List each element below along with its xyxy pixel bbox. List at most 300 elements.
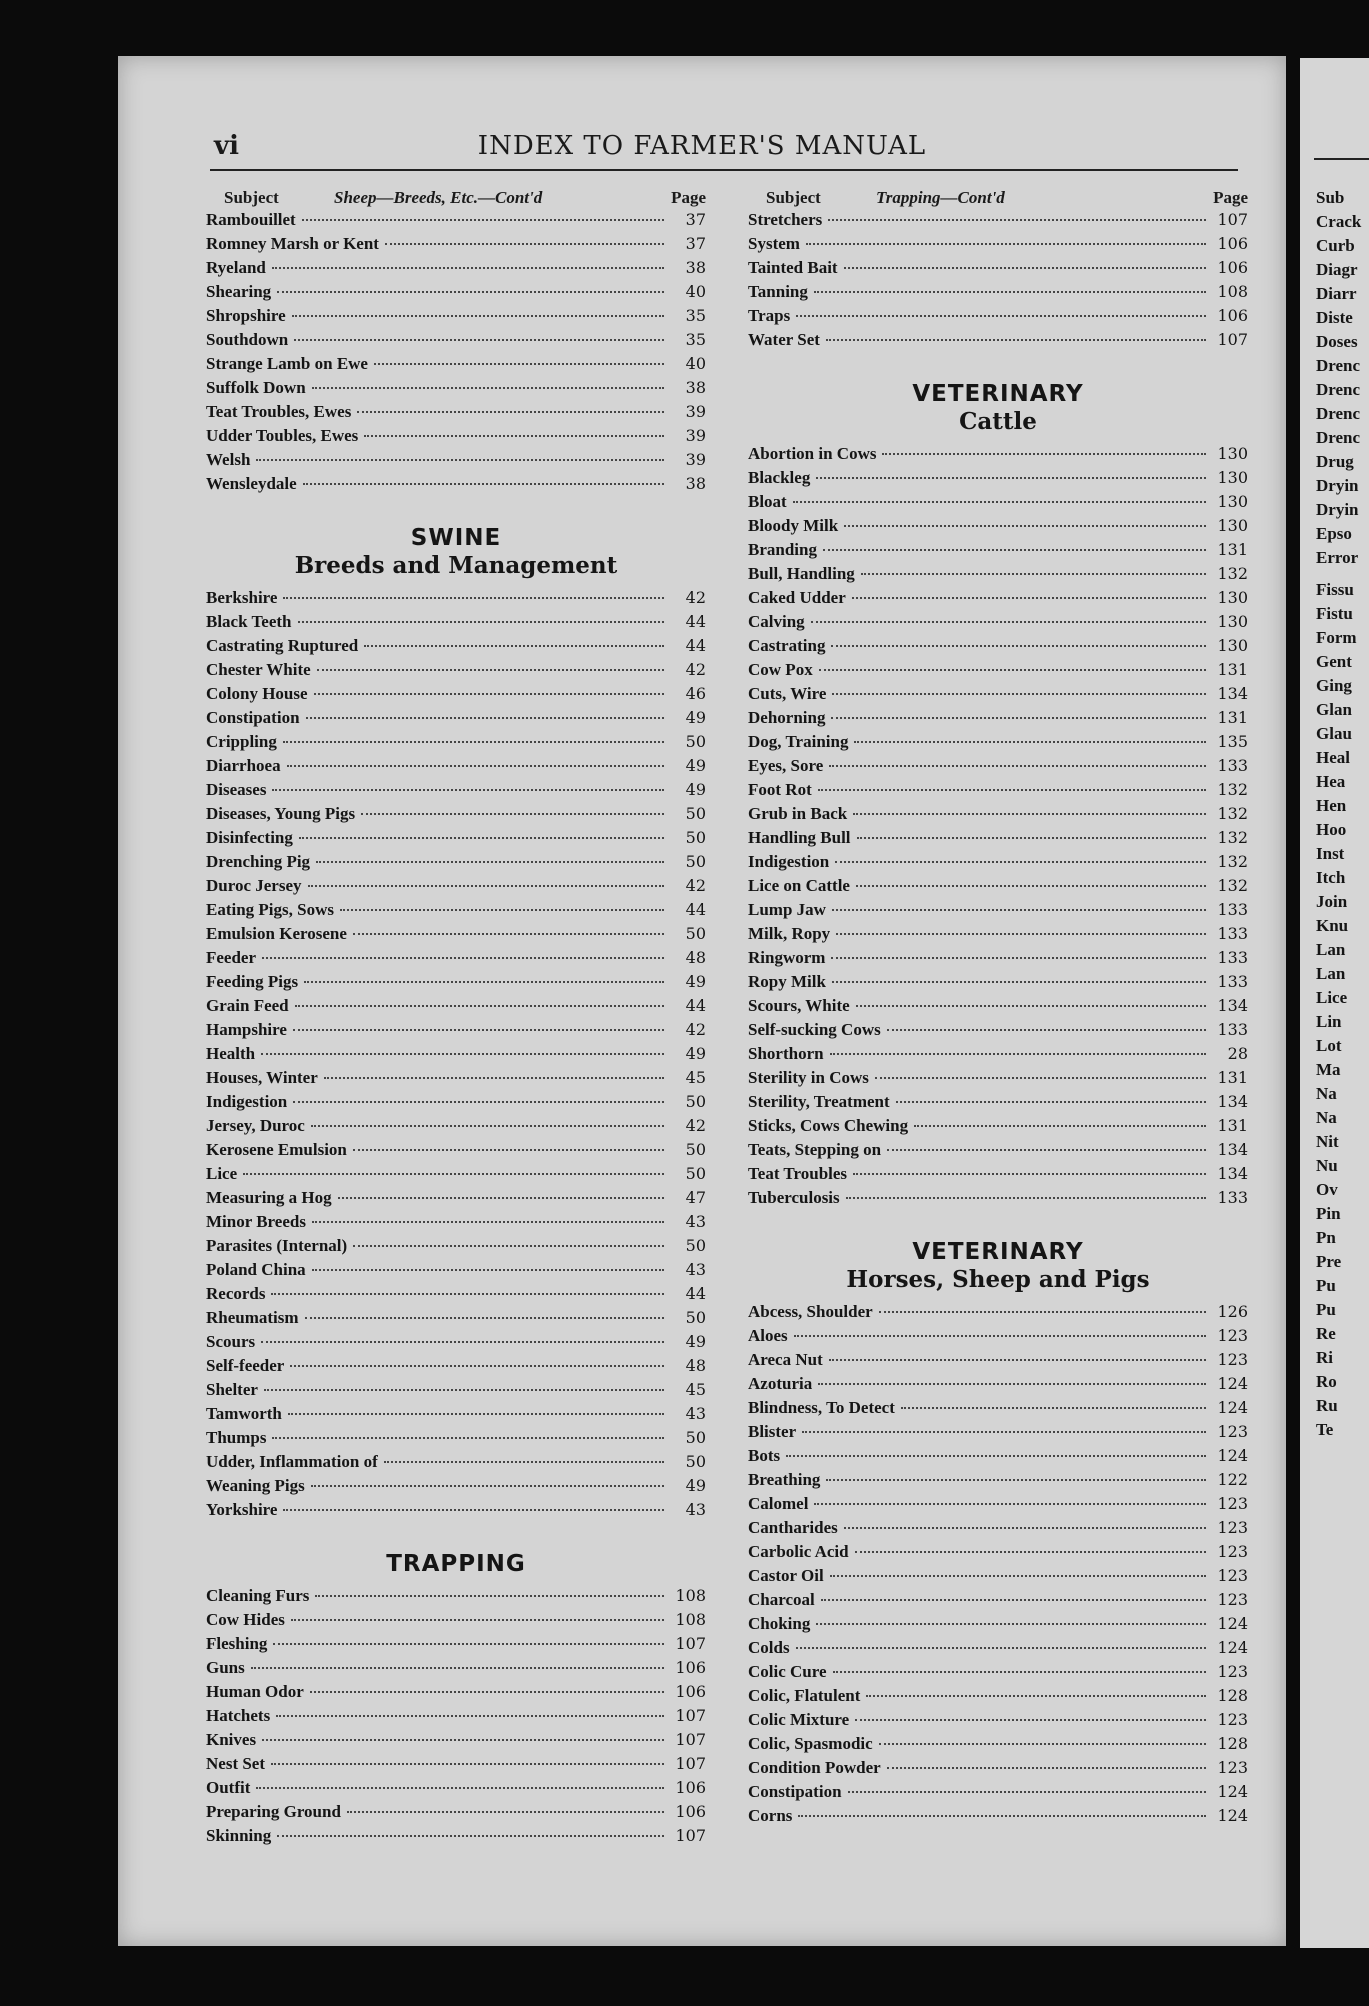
section-subheading-breeds: Breeds and Management	[294, 552, 618, 579]
cropped-entry-fragment: Error	[1316, 548, 1359, 567]
index-entry	[206, 972, 706, 996]
index-entry	[206, 354, 706, 378]
entry-term: Romney Marsh or Kent	[206, 234, 379, 253]
dot-leader	[914, 1125, 1206, 1127]
entry-term: Shropshire	[206, 306, 286, 325]
dot-leader	[312, 1221, 664, 1223]
entry-term: Ryeland	[206, 258, 266, 277]
entry-term: Diseases, Young Pigs	[206, 804, 356, 823]
entry-term: Teat Troubles	[748, 1164, 848, 1183]
entry-term: Guns	[206, 1658, 245, 1677]
entry-term: Areca Nut	[748, 1350, 823, 1369]
entry-page-number: 39	[685, 450, 706, 469]
entry-page-number: 132	[1217, 876, 1248, 895]
entry-term: Condition Powder	[748, 1758, 881, 1777]
entry-term: Scours	[206, 1332, 256, 1351]
section-heading-veterinary-horses: VETERINARY	[912, 1239, 1084, 1265]
continued-section-label: Sheep—Breeds, Etc.—Cont'd	[334, 188, 543, 207]
index-entry	[206, 1236, 706, 1260]
dot-leader	[844, 267, 1206, 269]
entry-page-number: 35	[685, 330, 706, 349]
cropped-entry-fragment: Itch	[1316, 868, 1346, 887]
index-entry	[748, 258, 1248, 282]
index-entry	[206, 1380, 706, 1404]
index-entry	[206, 258, 706, 282]
entry-term: Records	[206, 1284, 266, 1303]
entry-page-number: 107	[675, 1706, 706, 1725]
index-entry	[748, 852, 1248, 876]
section-subheading-cattle: Cattle	[959, 408, 1037, 435]
dot-leader	[261, 1053, 664, 1055]
dot-leader	[835, 861, 1206, 863]
continued-section-label: Trapping—Cont'd	[876, 188, 1005, 207]
entry-page-number: 123	[1217, 1326, 1248, 1345]
entry-page-number: 132	[1217, 804, 1248, 823]
dot-leader	[385, 243, 664, 245]
entry-page-number: 49	[685, 1044, 706, 1063]
dot-leader	[814, 1503, 1206, 1505]
entry-page-number: 131	[1217, 1068, 1248, 1087]
dot-leader	[277, 1835, 664, 1837]
entry-term: Blister	[748, 1422, 797, 1441]
entry-page-number: 38	[685, 474, 706, 493]
cropped-entry-fragment: Pu	[1316, 1276, 1336, 1295]
dot-leader	[856, 1005, 1206, 1007]
entry-term: Crippling	[206, 732, 277, 751]
dot-leader	[831, 717, 1206, 719]
entry-page-number: 50	[685, 1452, 706, 1471]
cropped-entry-fragment: Glau	[1316, 724, 1352, 743]
dot-leader	[833, 1671, 1206, 1673]
index-entry	[748, 756, 1248, 780]
entry-term: Abcess, Shoulder	[748, 1302, 873, 1321]
cropped-entry-fragment: Drenc	[1316, 428, 1361, 447]
dot-leader	[312, 387, 664, 389]
dot-leader	[317, 669, 664, 671]
entry-page-number: 40	[685, 282, 706, 301]
dot-leader	[882, 453, 1206, 455]
entry-term: Colic, Flatulent	[748, 1686, 861, 1705]
dot-leader	[277, 291, 664, 293]
cropped-entry-fragment: Doses	[1316, 332, 1358, 351]
entry-term: Choking	[748, 1614, 811, 1633]
section-heading-swine: SWINE	[410, 525, 502, 551]
entry-term: Cantharides	[748, 1518, 838, 1537]
entry-page-number: 123	[1217, 1494, 1248, 1513]
entry-page-number: 50	[685, 1164, 706, 1183]
dot-leader	[875, 1077, 1206, 1079]
entry-term: Udder, Inflammation of	[206, 1452, 378, 1471]
entry-page-number: 106	[675, 1802, 706, 1821]
index-entry	[748, 900, 1248, 924]
cropped-entry-fragment: Drenc	[1316, 356, 1361, 375]
index-entry	[206, 1308, 706, 1332]
entry-term: Duroc Jersey	[206, 876, 302, 895]
dot-leader	[832, 909, 1206, 911]
entry-term: Lice	[206, 1164, 238, 1183]
entry-term: Ropy Milk	[748, 972, 826, 991]
index-entry	[748, 996, 1248, 1020]
index-entry	[206, 780, 706, 804]
dot-leader	[855, 1719, 1206, 1721]
entry-page-number: 108	[675, 1586, 706, 1605]
dot-leader	[316, 861, 664, 863]
cropped-entry-fragment: Hen	[1316, 796, 1347, 815]
entry-page-number: 49	[685, 1332, 706, 1351]
index-entry	[748, 1662, 1248, 1686]
dot-leader	[826, 1479, 1206, 1481]
swine-entry-list	[206, 588, 706, 1524]
entry-page-number: 107	[675, 1754, 706, 1773]
entry-term: Sticks, Cows Chewing	[748, 1116, 909, 1135]
dot-leader	[256, 459, 664, 461]
entry-term: Milk, Ropy	[748, 924, 831, 943]
entry-term: Grub in Back	[748, 804, 848, 823]
entry-term: Tainted Bait	[748, 258, 838, 277]
cropped-entry-fragment: Lan	[1316, 964, 1346, 983]
fragment-list	[1316, 188, 1361, 1444]
entry-page-number: 35	[685, 306, 706, 325]
dot-leader	[353, 1149, 664, 1151]
cropped-entry-fragment: Dryin	[1316, 500, 1359, 519]
cropped-entry-fragment: Lin	[1316, 1012, 1342, 1031]
entry-term: Abortion in Cows	[748, 444, 877, 463]
entry-page-number: 133	[1217, 924, 1248, 943]
index-entry	[206, 588, 706, 612]
dot-leader	[315, 1595, 664, 1597]
entry-page-number: 44	[685, 612, 706, 631]
index-entry	[748, 732, 1248, 756]
index-entry	[748, 1374, 1248, 1398]
dot-leader	[303, 483, 664, 485]
entry-page-number: 108	[1217, 282, 1248, 301]
entry-term: Black Teeth	[206, 612, 292, 631]
index-entry	[748, 444, 1248, 468]
dot-leader	[308, 885, 664, 887]
dot-leader	[793, 501, 1206, 503]
section-subheading-horses-sheep-pigs: Horses, Sheep and Pigs	[846, 1266, 1150, 1293]
dot-leader	[251, 1667, 664, 1669]
index-entry	[206, 1658, 706, 1682]
entry-term: Diarrhoea	[206, 756, 281, 775]
cropped-entry-fragment: Pin	[1316, 1204, 1341, 1223]
entry-page-number: 49	[685, 1476, 706, 1495]
dot-leader	[806, 243, 1206, 245]
index-entry	[748, 1566, 1248, 1590]
entry-page-number: 106	[1217, 234, 1248, 253]
entry-page-number: 45	[685, 1380, 706, 1399]
entry-term: Castor Oil	[748, 1566, 824, 1585]
index-entry	[748, 1350, 1248, 1374]
index-entry	[748, 1614, 1248, 1638]
index-entry	[206, 234, 706, 258]
dot-leader	[364, 435, 664, 437]
index-entry	[206, 1500, 706, 1524]
entry-term: Grain Feed	[206, 996, 289, 1015]
entry-term: Calomel	[748, 1494, 809, 1513]
entry-term: Aloes	[748, 1326, 788, 1345]
dot-leader	[353, 1245, 664, 1247]
index-entry	[206, 474, 706, 498]
index-entry	[748, 948, 1248, 972]
entry-term: Rheumatism	[206, 1308, 299, 1327]
index-entry	[748, 540, 1248, 564]
dot-leader	[887, 1149, 1206, 1151]
dot-leader	[294, 339, 664, 341]
index-entry	[206, 636, 706, 660]
dot-leader	[283, 1509, 664, 1511]
index-entry	[748, 876, 1248, 900]
index-entry	[206, 900, 706, 924]
cropped-entry-fragment: Gent	[1316, 652, 1352, 671]
index-entry	[748, 612, 1248, 636]
entry-term: Colds	[748, 1638, 790, 1657]
entry-term: Scours, White	[748, 996, 850, 1015]
cropped-entry-fragment: Sub	[1316, 188, 1345, 207]
dot-leader	[283, 597, 664, 599]
index-entry	[206, 426, 706, 450]
entry-term: Dog, Training	[748, 732, 849, 751]
dot-leader	[264, 1389, 664, 1391]
entry-page-number: 46	[685, 684, 706, 703]
entry-term: Human Odor	[206, 1682, 304, 1701]
entry-term: Strange Lamb on Ewe	[206, 354, 368, 373]
entry-term: Water Set	[748, 330, 820, 349]
dot-leader	[243, 1173, 664, 1175]
index-entry	[748, 1518, 1248, 1542]
index-entry	[748, 780, 1248, 804]
dot-leader	[831, 645, 1206, 647]
entry-term: Sterility, Treatment	[748, 1092, 890, 1111]
dot-leader	[292, 315, 664, 317]
entry-page-number: 123	[1217, 1542, 1248, 1561]
entry-term: Tamworth	[206, 1404, 282, 1423]
cropped-entry-fragment: Heal	[1316, 748, 1350, 767]
index-entry	[206, 1802, 706, 1826]
entry-page-number: 134	[1217, 1164, 1248, 1183]
entry-page-number: 49	[685, 972, 706, 991]
entry-term: Carbolic Acid	[748, 1542, 849, 1561]
dot-leader	[854, 741, 1206, 743]
entry-page-number: 45	[685, 1068, 706, 1087]
index-entry	[748, 708, 1248, 732]
trapping-entry-list	[206, 1586, 706, 1850]
entry-term: Breathing	[748, 1470, 821, 1489]
index-entry	[748, 1068, 1248, 1092]
cropped-entry-fragment: Ru	[1316, 1396, 1338, 1415]
dot-leader	[256, 1787, 664, 1789]
index-entry	[748, 1758, 1248, 1782]
index-entry	[206, 684, 706, 708]
entry-term: Disinfecting	[206, 828, 293, 847]
entry-term: Welsh	[206, 450, 251, 469]
entry-page-number: 50	[685, 732, 706, 751]
cropped-entry-fragment: Ov	[1316, 1180, 1338, 1199]
index-entry	[206, 1428, 706, 1452]
index-entry	[748, 804, 1248, 828]
index-entry	[748, 282, 1248, 306]
dot-leader	[305, 1317, 664, 1319]
index-entry	[748, 1398, 1248, 1422]
entry-page-number: 123	[1217, 1518, 1248, 1537]
entry-term: Shelter	[206, 1380, 258, 1399]
dot-leader	[324, 1077, 664, 1079]
cropped-entry-fragment: Lan	[1316, 940, 1346, 959]
dot-leader	[819, 669, 1206, 671]
entry-term: Udder Toubles, Ewes	[206, 426, 359, 445]
dot-leader	[796, 1647, 1206, 1649]
index-entry	[748, 1734, 1248, 1758]
dot-leader	[857, 837, 1206, 839]
index-entry	[748, 1806, 1248, 1830]
entry-page-number: 42	[685, 876, 706, 895]
entry-term: Rambouillet	[206, 210, 296, 229]
dot-leader	[261, 1341, 664, 1343]
entry-page-number: 133	[1217, 756, 1248, 775]
dot-leader	[314, 693, 664, 695]
entry-term: Cuts, Wire	[748, 684, 827, 703]
entry-page-number: 28	[1227, 1044, 1248, 1063]
dot-leader	[887, 1029, 1206, 1031]
entry-page-number: 126	[1217, 1302, 1248, 1321]
entry-page-number: 106	[675, 1778, 706, 1797]
entry-page-number: 37	[685, 234, 706, 253]
index-entry	[206, 450, 706, 474]
dot-leader	[302, 219, 664, 221]
entry-page-number: 50	[685, 804, 706, 823]
entry-page-number: 50	[685, 1140, 706, 1159]
entry-page-number: 47	[685, 1188, 706, 1207]
index-entry	[206, 1140, 706, 1164]
entry-page-number: 44	[685, 900, 706, 919]
dot-leader	[361, 813, 664, 815]
entry-term: Jersey, Duroc	[206, 1116, 305, 1135]
entry-page-number: 37	[685, 210, 706, 229]
entry-page-number: 133	[1217, 1020, 1248, 1039]
dot-leader	[831, 957, 1206, 959]
index-entry	[748, 684, 1248, 708]
cropped-entry-fragment: Hoo	[1316, 820, 1347, 839]
subject-label: Subject	[224, 188, 279, 207]
entry-term: Hatchets	[206, 1706, 271, 1725]
index-entry	[206, 282, 706, 306]
index-entry	[206, 1634, 706, 1658]
subject-label: Subject	[766, 188, 821, 207]
entry-term: Self-sucking Cows	[748, 1020, 881, 1039]
entry-page-number: 132	[1217, 780, 1248, 799]
dot-leader	[811, 621, 1206, 623]
cropped-entry-fragment: Drug	[1316, 452, 1354, 471]
entry-term: Eyes, Sore	[748, 756, 824, 775]
cropped-entry-fragment: Ma	[1316, 1060, 1341, 1079]
entry-page-number: 49	[685, 780, 706, 799]
entry-term: Knives	[206, 1730, 257, 1749]
entry-term: Ringworm	[748, 948, 826, 967]
entry-page-number: 131	[1217, 708, 1248, 727]
index-entry	[206, 660, 706, 684]
entry-term: Stretchers	[748, 210, 823, 229]
dot-leader	[338, 1197, 664, 1199]
dot-leader	[830, 1053, 1206, 1055]
entry-page-number: 44	[685, 1284, 706, 1303]
index-entry	[748, 1686, 1248, 1710]
entry-page-number: 107	[1217, 330, 1248, 349]
cropped-entry-fragment: Pu	[1316, 1300, 1336, 1319]
dot-leader	[273, 1643, 664, 1645]
entry-term: Chester White	[206, 660, 311, 679]
entry-term: Sterility in Cows	[748, 1068, 869, 1087]
index-entry	[206, 924, 706, 948]
entry-page-number: 130	[1217, 468, 1248, 487]
index-entry	[206, 402, 706, 426]
entry-page-number: 38	[685, 258, 706, 277]
dot-leader	[353, 933, 664, 935]
entry-term: Cleaning Furs	[206, 1586, 310, 1605]
index-entry	[206, 1188, 706, 1212]
entry-term: Colic Cure	[748, 1662, 827, 1681]
entry-term: Lice on Cattle	[748, 876, 850, 895]
cropped-entry-fragment: Curb	[1316, 236, 1355, 255]
index-entry	[206, 732, 706, 756]
index-entry	[748, 1188, 1248, 1212]
dot-leader	[304, 981, 664, 983]
entry-page-number: 124	[1217, 1614, 1248, 1633]
index-entry	[206, 1212, 706, 1236]
entry-term: Feeder	[206, 948, 257, 967]
cropped-entry-fragment: Diste	[1316, 308, 1353, 327]
entry-page-number: 49	[685, 708, 706, 727]
index-entry	[748, 1116, 1248, 1140]
cropped-entry-fragment: Nit	[1316, 1132, 1339, 1151]
index-entry	[206, 852, 706, 876]
index-entry	[748, 636, 1248, 660]
cropped-entry-fragment: Lot	[1316, 1036, 1342, 1055]
dot-leader	[357, 411, 664, 413]
entry-term: Feeding Pigs	[206, 972, 299, 991]
dot-leader	[814, 291, 1206, 293]
entry-page-number: 39	[685, 402, 706, 421]
entry-page-number: 135	[1217, 732, 1248, 751]
dot-leader	[288, 1413, 664, 1415]
index-entry	[748, 516, 1248, 540]
dot-leader	[798, 1815, 1206, 1817]
index-entry	[206, 1586, 706, 1610]
entry-page-number: 123	[1217, 1350, 1248, 1369]
dot-leader	[364, 645, 664, 647]
dot-leader	[829, 765, 1206, 767]
dot-leader	[802, 1431, 1206, 1433]
entry-term: Measuring a Hog	[206, 1188, 332, 1207]
dot-leader	[861, 573, 1206, 575]
entry-term: Eating Pigs, Sows	[206, 900, 334, 919]
entry-page-number: 49	[685, 756, 706, 775]
entry-term: Bull, Handling	[748, 564, 855, 583]
index-entry	[748, 306, 1248, 330]
entry-term: Lump Jaw	[748, 900, 826, 919]
sheep-entry-list	[206, 210, 706, 498]
dot-leader	[306, 717, 664, 719]
entry-page-number: 40	[685, 354, 706, 373]
index-entry	[206, 1778, 706, 1802]
index-entry	[748, 924, 1248, 948]
entry-term: Skinning	[206, 1826, 272, 1845]
cropped-entry-fragment: Form	[1316, 628, 1357, 647]
entry-page-number: 122	[1217, 1470, 1248, 1489]
index-entry	[206, 1164, 706, 1188]
entry-page-number: 123	[1217, 1710, 1248, 1729]
index-entry	[206, 1020, 706, 1044]
index-entry	[748, 1446, 1248, 1470]
